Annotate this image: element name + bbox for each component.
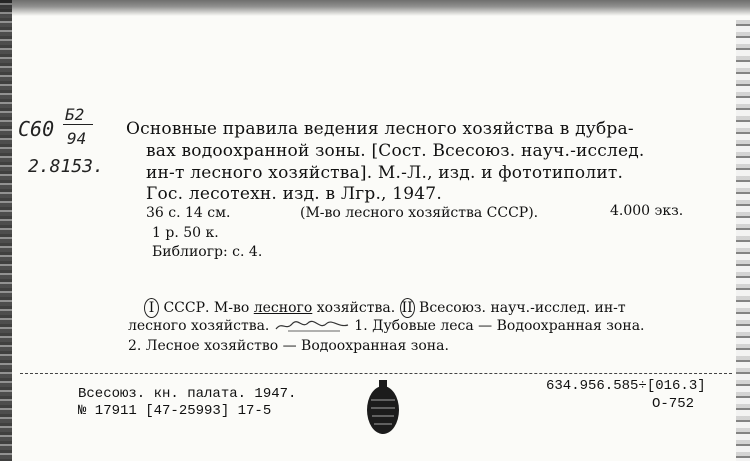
library-stamp xyxy=(362,376,404,438)
shelfmark-fraction-top: Б2 xyxy=(65,105,85,124)
entry-line-2: вах водоохранной зоны. [Сост. Всесоюз. науч.-исслед. xyxy=(146,141,645,161)
scan-top-edge xyxy=(0,0,750,16)
handwritten-annotation xyxy=(274,319,350,333)
tracing-1-text-c: хозяйства. xyxy=(316,300,396,316)
entry-line-4: Гос. лесотехн. изд. в Лгр., 1947. xyxy=(146,184,442,204)
footer-chamber: Всесоюз. кн. палата. 1947. xyxy=(78,386,297,402)
tracing-1-text-b: лесного xyxy=(253,300,313,316)
tracing-line-3: 2. Лесное хозяйство — Водоохранная зона. xyxy=(128,338,449,354)
author-mark: О-752 xyxy=(652,396,695,412)
shelfmark-fraction-bottom: 94 xyxy=(67,129,87,148)
tracing-line-2-a: лесного хозяйства. xyxy=(128,318,270,334)
scan-left-edge xyxy=(0,0,12,461)
tracing-1-text: СССР. М-во xyxy=(163,300,250,316)
entry-line-1: Основные правила ведения лесного хозяйства в дубра- xyxy=(126,119,634,139)
shelfmark-fraction-line xyxy=(63,124,93,125)
footer-separator xyxy=(20,373,732,374)
tracing-number-1: I xyxy=(144,298,159,318)
entry-line-3: ин-т лесного хозяйства]. М.-Л., изд. и фототиполит. xyxy=(146,163,624,183)
entry-bibliography: Библиогр: с. 4. xyxy=(152,244,263,260)
tracing-line-2 xyxy=(128,318,645,335)
tracing-number-2: II xyxy=(401,300,413,316)
tracing-2-text: Всесоюз. науч.-исслед. ин-т xyxy=(419,300,626,316)
tracing-line-1 xyxy=(144,298,626,318)
footer-number: № 17911 [47-25993] 17-5 xyxy=(78,403,272,419)
shelfmark-number: 2.8153. xyxy=(28,156,104,177)
scan-right-edge xyxy=(736,20,750,461)
entry-price: 1 р. 50 к. xyxy=(152,225,219,241)
classification-index: 634.956.585÷[016.3] xyxy=(546,378,706,394)
entry-print-run: 4.000 экз. xyxy=(610,203,684,219)
entry-series: (М-во лесного хозяйства СССР). xyxy=(300,205,539,221)
shelfmark-code: С60 xyxy=(18,117,55,141)
entry-pages-size: 36 с. 14 см. xyxy=(146,205,231,221)
tracing-line-2-b: 1. Дубовые леса — Водоохранная зона. xyxy=(354,318,645,334)
